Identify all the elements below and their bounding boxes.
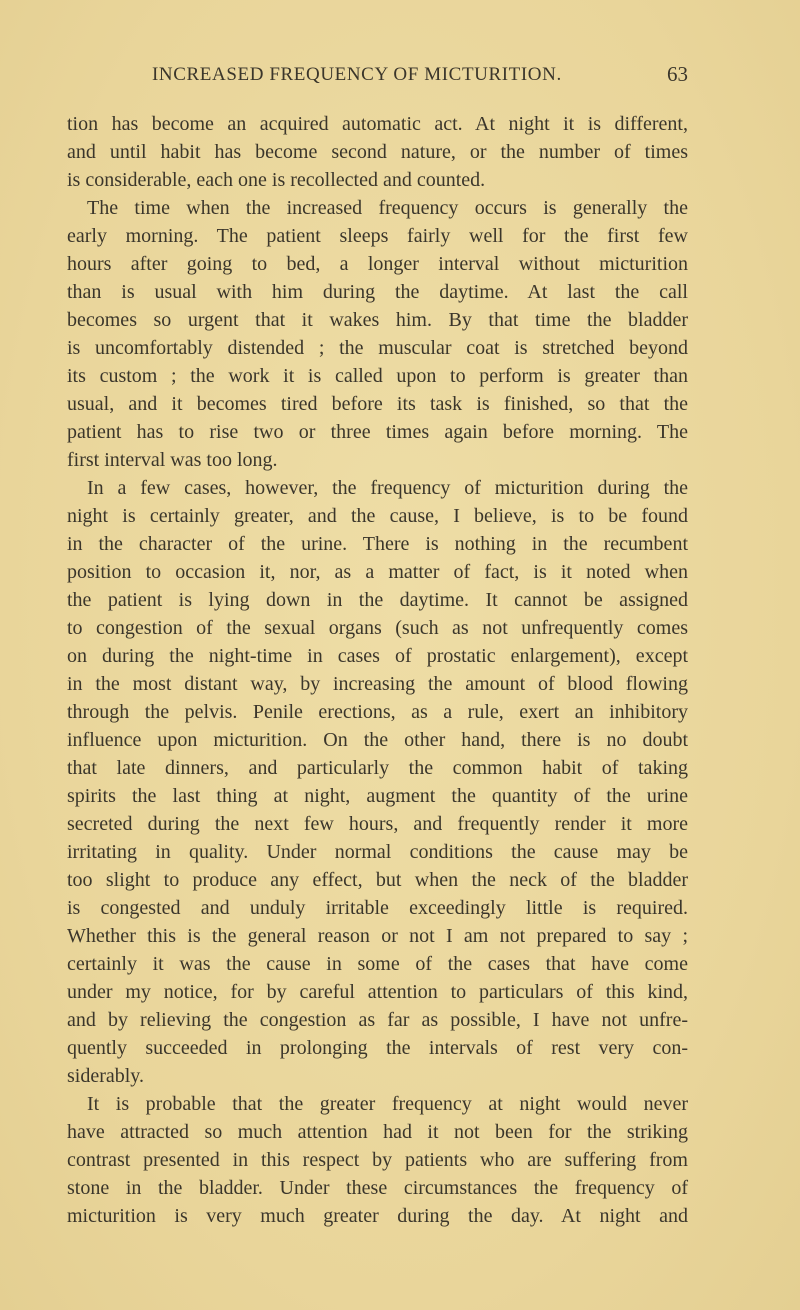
text-line: micturition is very much greater during the day. At night and	[67, 1205, 688, 1227]
text-line: than is usual with him during the daytime. At last the call	[67, 281, 688, 303]
text-line: and by relieving the congestion as far as possible, I have not unfre-	[67, 1009, 688, 1031]
text-line: tion has become an acquired automatic act. At night it is different,	[67, 113, 688, 135]
text-line: its custom ; the work it is called upon to perform is greater than	[67, 365, 688, 387]
text-line: irritating in quality. Under normal conditions the cause may be	[67, 841, 688, 863]
text-line: hours after going to bed, a longer interval without micturition	[67, 253, 688, 275]
text-line: stone in the bladder. Under these circumstances the frequency of	[67, 1177, 688, 1199]
text-line: through the pelvis. Penile erections, as a rule, exert an inhibitory	[67, 701, 688, 723]
text-line: becomes so urgent that it wakes him. By that time the bladder	[67, 309, 688, 331]
text-line: It is probable that the greater frequency at night would never	[87, 1093, 688, 1115]
body-text	[67, 110, 688, 1230]
text-line: certainly it was the cause in some of the cases that have come	[67, 953, 688, 975]
text-line: that late dinners, and particularly the common habit of taking	[67, 757, 688, 779]
text-line: night is certainly greater, and the cause, I believe, is to be found	[67, 505, 688, 527]
text-line: position to occasion it, nor, as a matter of fact, is it noted when	[67, 561, 688, 583]
text-line: Whether this is the general reason or not I am not prepared to say ;	[67, 925, 688, 947]
text-line: is congested and unduly irritable exceedingly little is required.	[67, 897, 688, 919]
text-line: spirits the last thing at night, augment the quantity of the urine	[67, 785, 688, 807]
text-line: in the character of the urine. There is nothing in the recumbent	[67, 533, 688, 555]
text-line: is uncomfortably distended ; the muscular coat is stretched beyond	[67, 337, 688, 359]
text-line: early morning. The patient sleeps fairly well for the first few	[67, 225, 688, 247]
text-line: have attracted so much attention had it not been for the striking	[67, 1121, 688, 1143]
text-line: first interval was too long.	[67, 449, 278, 471]
text-line: secreted during the next few hours, and frequently render it more	[67, 813, 688, 835]
page-number: 63	[667, 62, 688, 86]
text-line: too slight to produce any effect, but when the neck of the bladder	[67, 869, 688, 891]
page-header	[67, 64, 688, 94]
text-line: patient has to rise two or three times again before morning. The	[67, 421, 688, 443]
text-line: The time when the increased frequency occurs is generally the	[87, 197, 688, 219]
text-line: is considerable, each one is recollected and counted.	[67, 169, 486, 191]
text-line: quently succeeded in prolonging the intervals of rest very con-	[67, 1037, 688, 1059]
text-line: in the most distant way, by increasing the amount of blood flowing	[67, 673, 688, 695]
text-line: contrast presented in this respect by patients who are suffering from	[67, 1149, 688, 1171]
text-line: to congestion of the sexual organs (such as not unfrequently comes	[67, 617, 688, 639]
text-line: and until habit has become second nature, or the number of times	[67, 141, 688, 163]
text-line: siderably.	[67, 1065, 145, 1087]
text-line: under my notice, for by careful attention to particulars of this kind,	[67, 981, 688, 1003]
text-line: influence upon micturition. On the other hand, there is no doubt	[67, 729, 688, 751]
text-line: on during the night-time in cases of prostatic enlargement), except	[67, 645, 688, 667]
running-title: INCREASED FREQUENCY OF MICTURITION.	[152, 64, 562, 85]
text-line: In a few cases, however, the frequency of micturition during the	[87, 477, 688, 499]
text-line: usual, and it becomes tired before its task is finished, so that the	[67, 393, 688, 415]
text-line: the patient is lying down in the daytime. It cannot be assigned	[67, 589, 688, 611]
